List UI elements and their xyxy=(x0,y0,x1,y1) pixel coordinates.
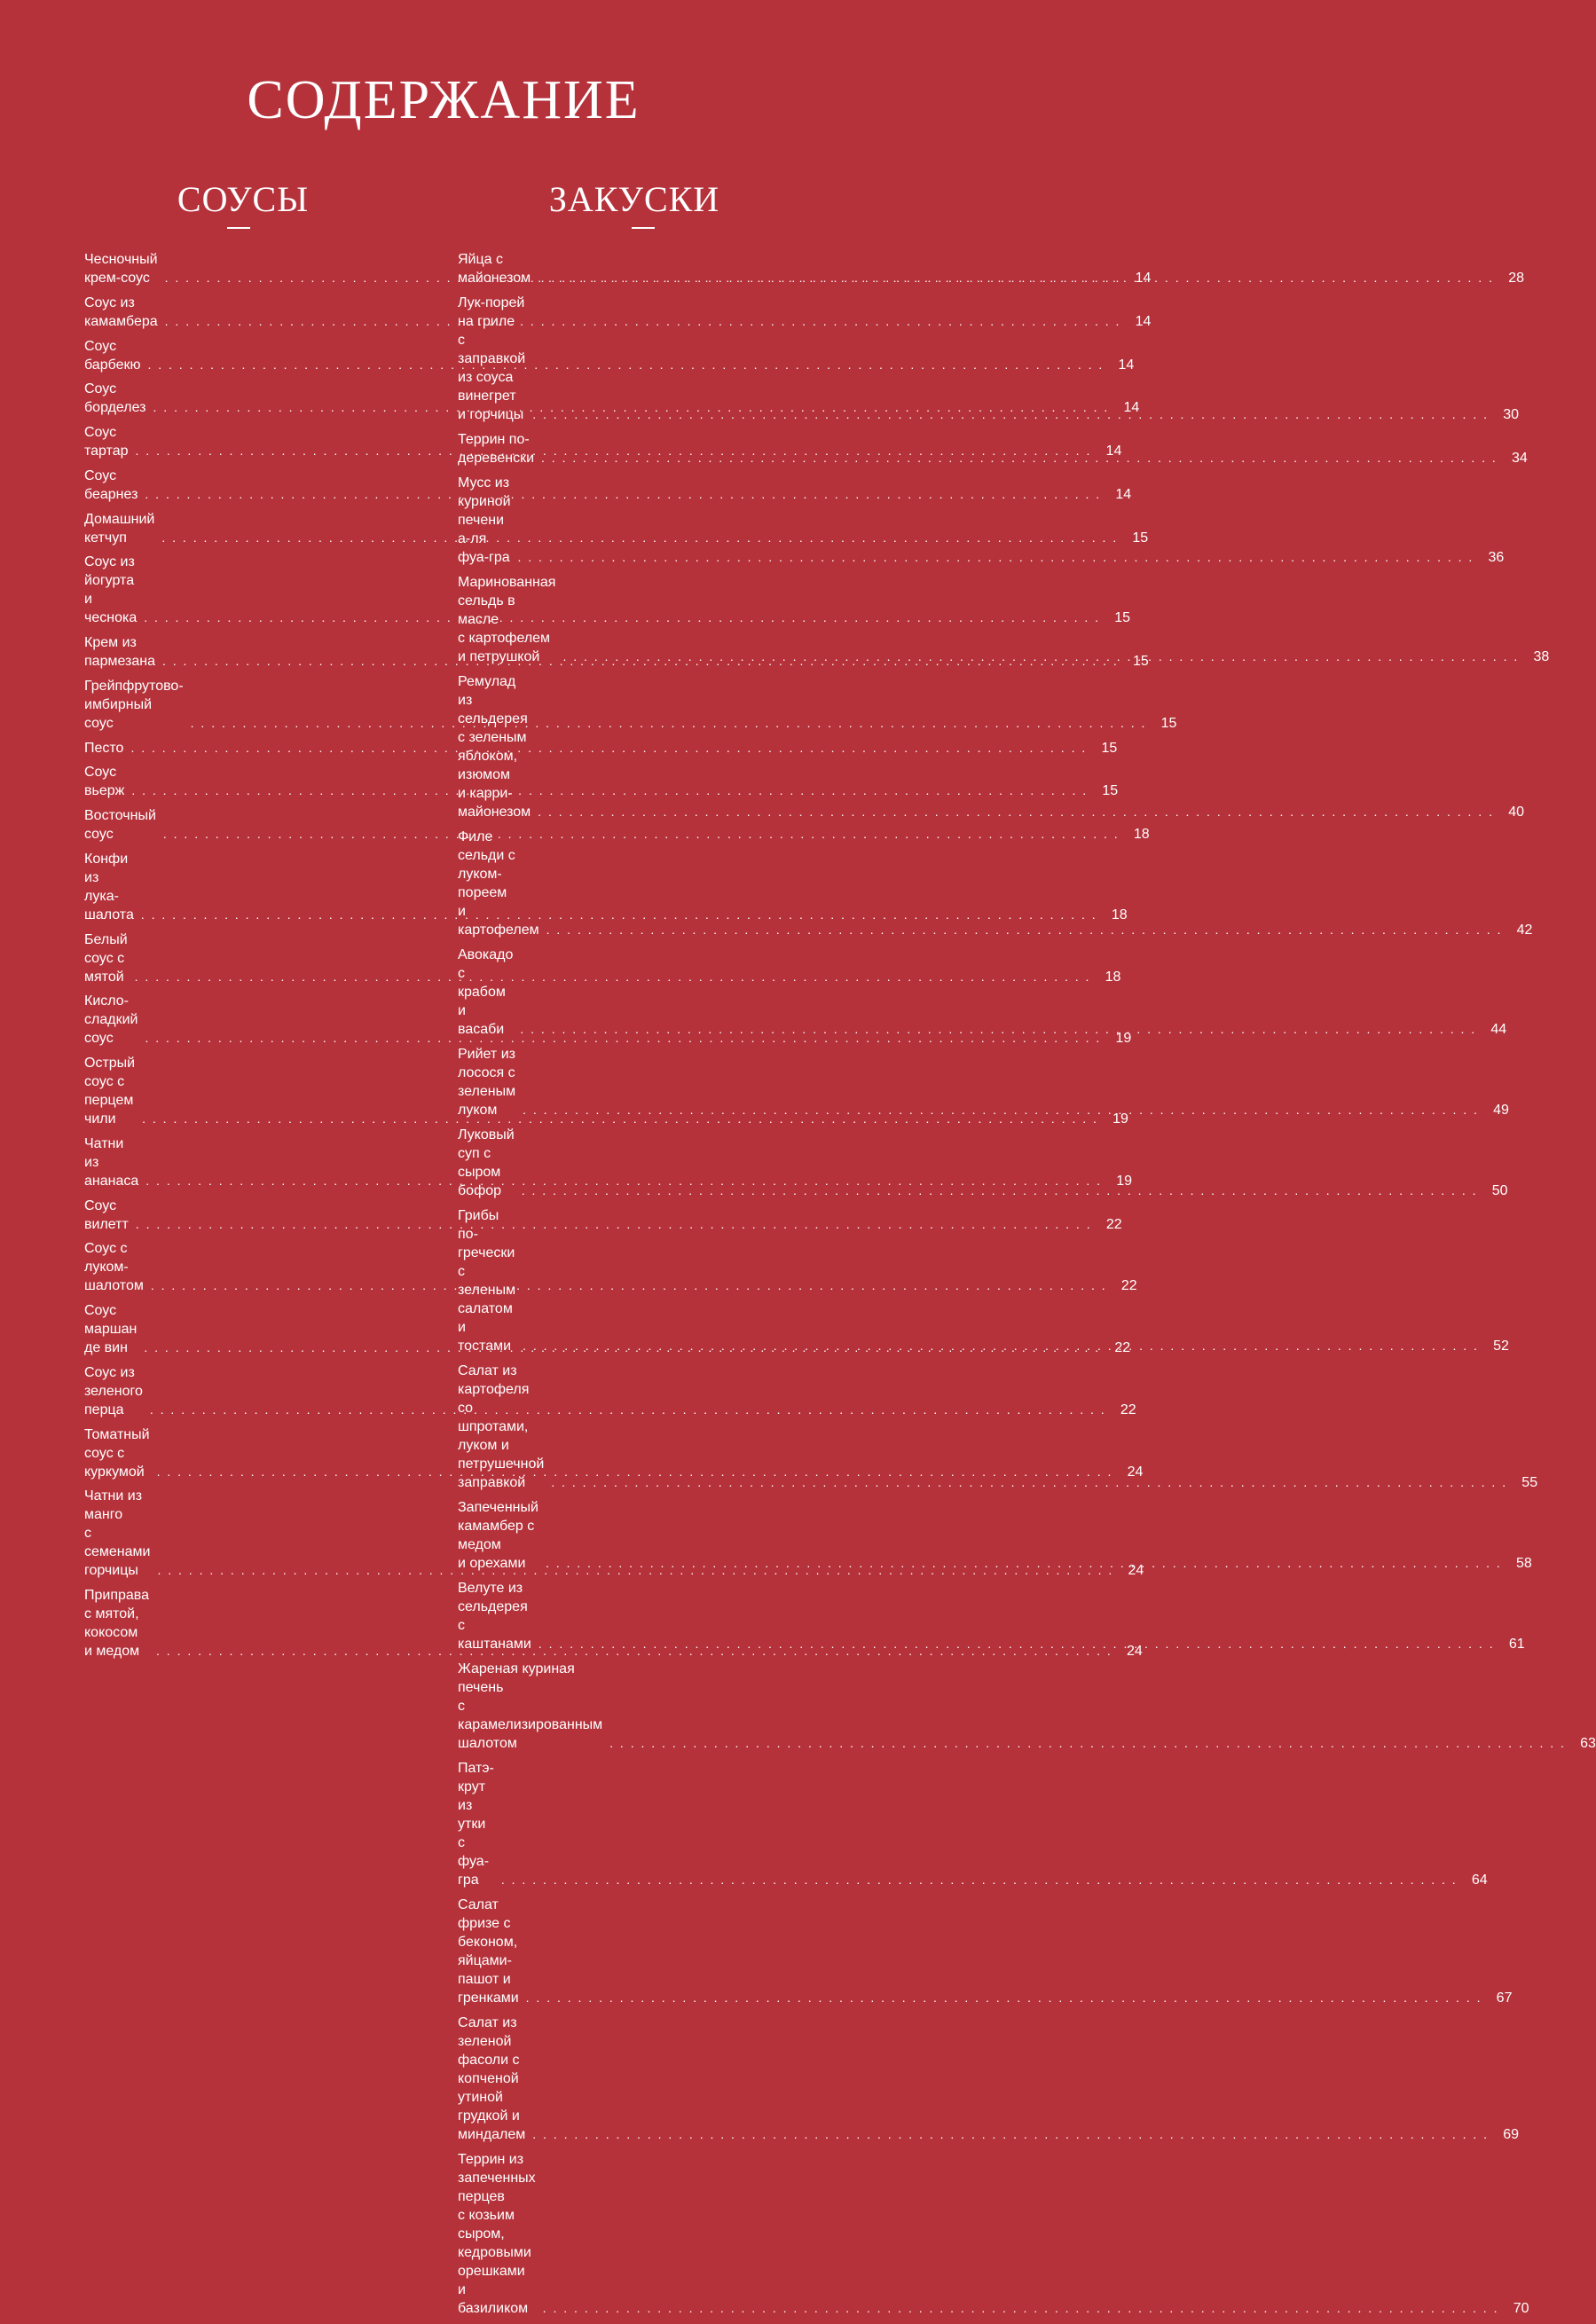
entry-title xyxy=(84,806,156,844)
entry-title-line: Восточный соус xyxy=(84,808,156,842)
page-number: 63 xyxy=(1580,1736,1596,1751)
dot-leader xyxy=(520,1020,1476,1039)
toc-entry xyxy=(84,930,1121,986)
toc-entry xyxy=(458,1896,1513,2007)
entry-title xyxy=(84,1054,135,1128)
toc-entry xyxy=(458,1759,1488,1889)
entry-title-line: Соус с луком-шалотом xyxy=(84,1241,144,1294)
entry-title-line: Лук-порей на гриле с заправкой xyxy=(458,295,526,366)
entry-title xyxy=(84,250,158,287)
entry-title-line: Грейпфрутово-имбирный соус xyxy=(84,678,184,731)
dot-leader xyxy=(538,803,1494,821)
entry-title-line: Соус из камамбера xyxy=(84,294,158,329)
page-number: 22 xyxy=(1114,1340,1131,1355)
entry-title xyxy=(84,1363,143,1419)
page-number: 50 xyxy=(1491,1183,1508,1198)
dot-leader xyxy=(526,1989,1482,2007)
entry-title-line: Белый соус с мятой xyxy=(84,931,128,985)
entry-title-line: Ремулад из сельдерея xyxy=(458,674,528,726)
entry-title-line: Соус вьерж xyxy=(84,765,125,799)
entry-title xyxy=(458,250,531,287)
entry-title xyxy=(458,2150,536,2318)
entry-title-line: Авокадо с крабом и васаби xyxy=(458,947,514,1037)
toc-entry xyxy=(458,1660,1596,1753)
entry-title-line: Патэ-крут из утки с фуа-гра xyxy=(458,1761,494,1888)
toc-entry xyxy=(84,806,1150,844)
entry-title-line: Соус беарнез xyxy=(84,467,138,502)
entry-title xyxy=(458,672,531,821)
page-number: 69 xyxy=(1503,2127,1520,2142)
toc-entry xyxy=(84,763,1119,800)
page-number: 38 xyxy=(1533,649,1550,664)
entry-title-line: Филе сельди с луком-пореем xyxy=(458,829,515,900)
entry-title-line: Домашний кетчуп xyxy=(84,511,155,546)
toc-entry xyxy=(458,2014,1520,2144)
page-number: 14 xyxy=(1123,400,1140,416)
entry-title xyxy=(84,337,140,374)
entry-title-line: Салат из картофеля со шпротами, xyxy=(458,1363,530,1434)
entry-title-line: Крем из пармезана xyxy=(84,635,155,669)
entry-title xyxy=(458,828,539,939)
entry-title-line: с зеленым яблоком, изюмом xyxy=(458,730,527,782)
entry-title xyxy=(84,633,155,671)
page-number: 14 xyxy=(1105,444,1122,459)
page-number: 19 xyxy=(1116,1173,1133,1189)
entry-title xyxy=(84,553,137,627)
page-number: 58 xyxy=(1515,1556,1532,1571)
toc-entry xyxy=(458,2150,1529,2318)
dot-leader xyxy=(551,1473,1507,1492)
entry-title xyxy=(458,946,513,1039)
entry-title xyxy=(458,1362,544,1492)
entry-title xyxy=(84,850,134,924)
page-number: 18 xyxy=(1133,827,1150,842)
entry-title-line: Запеченный камамбер с медом xyxy=(458,1500,539,1552)
entry-title-line: Чатни из манго xyxy=(84,1488,143,1523)
page-number: 14 xyxy=(1115,486,1132,502)
entry-title-line: и орехами xyxy=(458,1556,526,1571)
entry-title-line: Грибы по-гречески с зеленым xyxy=(458,1208,516,1298)
toc-entry xyxy=(84,1197,1122,1234)
entry-title xyxy=(84,1301,137,1357)
page-number: 34 xyxy=(1512,451,1528,466)
page-number: 49 xyxy=(1493,1103,1509,1118)
dot-leader xyxy=(609,1734,1566,1753)
entry-title xyxy=(84,1135,138,1190)
entry-title xyxy=(84,677,184,733)
page-number: 24 xyxy=(1127,1464,1144,1480)
entry-title-line: Конфи из лука-шалота xyxy=(84,851,134,923)
entry-title xyxy=(458,1498,539,1573)
page-number: 15 xyxy=(1102,783,1119,799)
entry-title xyxy=(458,573,555,666)
entry-title-line: и картофелем xyxy=(458,904,539,938)
entry-title-line: Маринованная сельдь в масле xyxy=(458,575,556,627)
entry-title xyxy=(458,474,511,567)
entry-title xyxy=(84,467,138,504)
dot-leader xyxy=(546,1554,1502,1573)
dot-leader xyxy=(562,648,1519,666)
entry-title xyxy=(458,1579,531,1653)
entry-title-line: Велуте из сельдерея с каштанами xyxy=(458,1581,531,1652)
toc-entry xyxy=(84,337,1135,374)
dot-leader xyxy=(518,548,1474,567)
toc-entry xyxy=(84,739,1118,758)
page-number: 64 xyxy=(1471,1873,1488,1888)
entry-title xyxy=(84,1239,144,1295)
entry-title-line: Приправа с мятой, xyxy=(84,1588,150,1621)
entry-title-line: Кисло-сладкий соус xyxy=(84,993,138,1047)
entry-title-line: и карри-майонезом xyxy=(458,786,531,820)
entry-title-line: Песто xyxy=(84,740,124,756)
entry-title xyxy=(458,2014,525,2144)
entry-title-line: Террин по-деревенски xyxy=(458,432,535,466)
entry-title xyxy=(84,739,123,758)
entry-title xyxy=(84,294,158,331)
entry-title xyxy=(84,1487,150,1580)
entry-title xyxy=(84,992,138,1048)
entry-title xyxy=(84,1425,150,1481)
page-number: 55 xyxy=(1521,1475,1538,1490)
dot-leader xyxy=(532,2125,1489,2144)
page-number: 44 xyxy=(1490,1022,1507,1037)
entry-title-line: из соуса винегрет и горчицы xyxy=(458,370,524,422)
page-number: 14 xyxy=(1135,313,1152,329)
entry-title-line: с козьим сыром, кедровыми xyxy=(458,2208,531,2260)
entry-title-line: Соус из зеленого перца xyxy=(84,1364,143,1417)
entry-title-line: Соус борделез xyxy=(84,381,146,416)
page-number: 30 xyxy=(1503,407,1520,422)
entry-title-line: кокосом и медом xyxy=(84,1625,140,1659)
page-number: 24 xyxy=(1127,1644,1143,1659)
entry-title-line: с картофелем и петрушкой xyxy=(458,631,551,664)
entry-title xyxy=(84,763,124,800)
dot-leader xyxy=(523,1337,1479,1355)
page-number: 42 xyxy=(1516,923,1533,938)
entry-title xyxy=(458,1126,515,1200)
entry-title-line: Луковый суп с сыром бофор xyxy=(458,1127,515,1198)
page-number: 52 xyxy=(1493,1339,1509,1354)
entry-title-line: Яйца с майонезом xyxy=(458,252,531,286)
entry-title-line: салатом и тостами xyxy=(458,1301,513,1354)
section-divider xyxy=(632,227,655,229)
page-number: 14 xyxy=(1118,357,1135,373)
entry-title xyxy=(84,1197,129,1234)
entry-title-line: Салат фризе с беконом, xyxy=(458,1897,518,1950)
entry-title-line: орешками и базиликом xyxy=(458,2264,529,2316)
entry-title xyxy=(458,1896,519,2007)
entry-title xyxy=(458,1660,602,1753)
entry-title xyxy=(84,423,129,460)
dot-leader xyxy=(538,269,1494,287)
section-title: СОУСЫ xyxy=(177,179,310,219)
page-number: 22 xyxy=(1120,1278,1137,1294)
page-number: 15 xyxy=(1101,740,1118,756)
entry-title-line: Соус тартар xyxy=(84,425,129,459)
entry-title-line: Чатни из ананаса xyxy=(84,1135,139,1189)
dot-leader xyxy=(539,1635,1495,1653)
entry-title-line: луком и петрушечной заправкой xyxy=(458,1438,545,1490)
dot-leader xyxy=(522,1182,1478,1200)
page-number: 15 xyxy=(1160,715,1177,731)
entry-title-line: Соус вилетт xyxy=(84,1197,129,1232)
entry-title-line: яйцами-пашот и гренками xyxy=(458,1953,519,2006)
page-number: 67 xyxy=(1496,1990,1513,2006)
entry-title xyxy=(458,294,525,424)
section-divider xyxy=(227,227,250,229)
page-number: 15 xyxy=(1133,654,1149,669)
entry-title-line: Рийет из лосося с зеленым луком xyxy=(458,1047,516,1118)
page-number: 22 xyxy=(1120,1401,1136,1417)
entry-title xyxy=(458,1759,494,1889)
entry-title xyxy=(458,1206,515,1355)
entry-title-line: Салат из зеленой фасоли с копченой xyxy=(458,2015,520,2086)
entry-title-line: с семенами горчицы xyxy=(84,1526,151,1579)
page-number: 15 xyxy=(1132,530,1149,546)
dot-leader xyxy=(543,2299,1499,2318)
entry-title-line: с карамелизированным шалотом xyxy=(458,1699,603,1751)
page-number: 19 xyxy=(1112,1111,1128,1127)
entry-title-line: утиной грудкой и миндалем xyxy=(458,2090,526,2142)
dot-leader xyxy=(541,449,1498,467)
entry-title xyxy=(84,510,154,547)
page-number: 70 xyxy=(1513,2301,1529,2316)
entry-title-line: Острый соус с перцем чили xyxy=(84,1056,136,1127)
entry-title-line: Соус барбекю xyxy=(84,338,141,373)
page-number: 19 xyxy=(1115,1031,1132,1047)
page-number: 18 xyxy=(1105,969,1121,985)
dot-leader xyxy=(523,1101,1479,1119)
dot-leader xyxy=(532,405,1489,424)
entry-title xyxy=(458,1045,515,1119)
page-number: 61 xyxy=(1508,1637,1525,1652)
page-title: СОДЕРЖАНИЕ xyxy=(247,70,641,130)
entry-title-line: Мусс из куриной печени xyxy=(458,475,511,528)
entry-title-line: Террин из запеченных перцев xyxy=(458,2152,536,2204)
entry-title-line: Чесночный крем-соус xyxy=(84,252,158,286)
entry-title xyxy=(84,930,128,986)
page-number: 18 xyxy=(1111,907,1128,923)
entry-title-line: Жареная куриная печень xyxy=(458,1661,575,1695)
toc-entry xyxy=(84,510,1149,547)
entry-title xyxy=(84,380,146,417)
page-number: 22 xyxy=(1105,1216,1122,1232)
entry-title-line: Соус маршан де вин xyxy=(84,1303,138,1355)
page-number: 15 xyxy=(1114,610,1131,626)
page-number: 36 xyxy=(1488,550,1505,565)
entry-title xyxy=(458,430,534,467)
entry-title-line: Томатный соус с куркумой xyxy=(84,1426,150,1480)
dot-leader xyxy=(546,921,1503,939)
entry-title-line: а-ля фуа-гра xyxy=(458,531,510,565)
entry-title xyxy=(84,1586,149,1661)
page-number: 24 xyxy=(1128,1563,1144,1579)
entry-title-line: Соус из йогурта и чеснока xyxy=(84,554,138,626)
dot-leader xyxy=(501,1871,1458,1889)
page-number: 40 xyxy=(1508,805,1524,820)
page-number: 14 xyxy=(1135,271,1152,286)
page-number: 28 xyxy=(1508,271,1524,286)
section-title: ЗАКУСКИ xyxy=(548,179,720,219)
